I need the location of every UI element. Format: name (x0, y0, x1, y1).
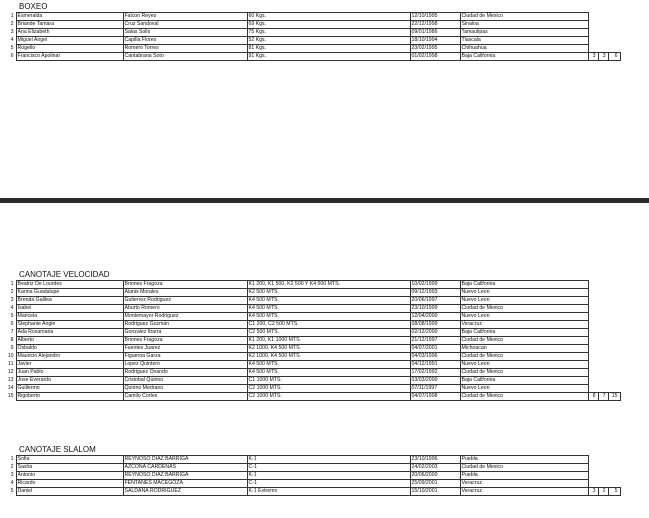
spacer-cell (588, 369, 598, 377)
table-row (3, 329, 620, 337)
category-cell: K4 500 MTS. (247, 305, 410, 313)
last-name-cell: FENTANES MACEGOZA (123, 480, 247, 488)
table-row (3, 37, 620, 45)
spacer-cell (608, 29, 620, 37)
category-cell: K2 1000, K4 500 MTS. (247, 345, 410, 353)
birthdate-cell: 04/03/1996 (410, 353, 460, 361)
birthdate-cell: 17/02/1992 (410, 369, 460, 377)
state-cell: Michoacan (460, 345, 588, 353)
table-row (3, 13, 620, 21)
table-row (3, 361, 620, 369)
birthdate-cell: 09/01/1986 (410, 29, 460, 37)
spacer-cell (598, 472, 608, 480)
birthdate-cell: 20/06/1997 (410, 297, 460, 305)
last-name-cell: Alanis Morales (123, 289, 247, 297)
birthdate-cell: 12/04/2000 (410, 313, 460, 321)
spacer-cell (608, 377, 620, 385)
first-name-cell: Antonio (16, 472, 123, 480)
table-row (3, 297, 620, 305)
spacer-cell (608, 456, 620, 464)
first-name-cell: Isabel (16, 305, 123, 313)
birthdate-cell: 01/02/1998 (410, 53, 460, 61)
first-name-cell: Karina Guadalupe (16, 289, 123, 297)
last-name-cell: SALDAÑA RODRIGUEZ (123, 488, 247, 496)
row-number: 5 (10, 45, 14, 52)
row-number: 14 (7, 385, 14, 392)
spacer-cell (588, 353, 598, 361)
total-cell: 6 (608, 53, 620, 61)
table-row (3, 353, 620, 361)
first-name-cell: Sasha (16, 464, 123, 472)
row-number: 1 (10, 13, 14, 20)
table-row (3, 480, 620, 488)
spacer-cell (588, 329, 598, 337)
spacer-cell (588, 345, 598, 353)
birthdate-cell: 15/10/2001 (410, 488, 460, 496)
last-name-cell: Rodriguez Ovando (123, 369, 247, 377)
state-cell: Tamaulipas (460, 29, 588, 37)
category-cell: K2 1000, K4 500 MTS. (247, 353, 410, 361)
birthdate-cell: 07/11/1997 (410, 385, 460, 393)
section-title: BOXEO (19, 2, 48, 11)
row-number: 3 (10, 297, 14, 304)
category-cell: C2 1000 MTS. (247, 393, 410, 401)
last-name-cell: Cantabrana Soto (123, 53, 247, 61)
spacer-cell (598, 313, 608, 321)
birthdate-cell: 24/02/2003 (410, 464, 460, 472)
spacer-cell (598, 281, 608, 289)
table-row (3, 281, 620, 289)
first-name-cell: Osbaldo (16, 345, 123, 353)
total-cell: 8 (588, 393, 598, 401)
spacer-cell (598, 45, 608, 53)
first-name-cell: Maricela (16, 313, 123, 321)
spacer-cell (598, 289, 608, 297)
category-cell: C2 1000 MTS. (247, 385, 410, 393)
last-name-cell: Quirino Medrano (123, 385, 247, 393)
state-cell: Ciudad de Mexico (460, 369, 588, 377)
category-cell: K2 500 MTS. (247, 289, 410, 297)
spacer-cell (598, 37, 608, 45)
last-name-cell: Gutierrez Rodriguez (123, 297, 247, 305)
total-cell: 5 (608, 488, 620, 496)
row-number: 6 (10, 53, 14, 60)
state-cell: Ciudad de Mexico (460, 393, 588, 401)
section-title: CANOTAJE SLALOM (19, 445, 96, 454)
row-number: 8 (10, 337, 14, 344)
total-cell: 3 (588, 488, 598, 496)
spacer-cell (608, 369, 620, 377)
category-cell: 75 Kgs. (247, 29, 410, 37)
state-cell: Ciudad de Mexico (460, 13, 588, 21)
birthdate-cell: 18/10/1994 (410, 37, 460, 45)
spacer-cell (608, 305, 620, 313)
roster-table (3, 280, 621, 401)
first-name-cell: Stephanie Angie (16, 321, 123, 329)
state-cell: Nuevo Leon (460, 313, 588, 321)
category-cell: K4 500 MTS. (247, 297, 410, 305)
birthdate-cell: 21/12/1997 (410, 337, 460, 345)
table-row (3, 464, 620, 472)
spacer-cell (598, 305, 608, 313)
table-row (3, 305, 620, 313)
category-cell: K1 200, K1 1000 MTS. (247, 337, 410, 345)
table-row (3, 21, 620, 29)
state-cell: Veracruz (460, 321, 588, 329)
state-cell: Puebla (460, 456, 588, 464)
category-cell: 60 Kgs. (247, 13, 410, 21)
last-name-cell: REYNOSO DIAZ BARRIGA (123, 456, 247, 464)
table-row (3, 313, 620, 321)
first-name-cell: Briande Tamara (16, 21, 123, 29)
spacer-cell (598, 353, 608, 361)
spacer-cell (598, 337, 608, 345)
row-number: 7 (10, 329, 14, 336)
birthdate-cell: 04/12/1991 (410, 361, 460, 369)
birthdate-cell: 03/03/2000 (410, 377, 460, 385)
section-title: CANOTAJE VELOCIDAD (19, 270, 110, 279)
spacer-cell (588, 13, 598, 21)
table-row (3, 345, 620, 353)
spacer-cell (588, 385, 598, 393)
row-number: 3 (10, 29, 14, 36)
state-cell: Chihuahua (460, 45, 588, 53)
row-number: 1 (10, 281, 14, 288)
row-number: 2 (10, 21, 14, 28)
spacer-cell (588, 37, 598, 45)
last-name-cell: Lopez Quintero (123, 361, 247, 369)
spacer-cell (588, 480, 598, 488)
state-cell: Nuevo Leon (460, 297, 588, 305)
spacer-cell (598, 321, 608, 329)
table-row (3, 29, 620, 37)
spacer-cell (608, 313, 620, 321)
category-cell: C2 500 MTS. (247, 329, 410, 337)
spacer-cell (588, 281, 598, 289)
first-name-cell: Francisco Apolinar (16, 53, 123, 61)
state-cell: Puebla (460, 472, 588, 480)
category-cell: C-1 (247, 480, 410, 488)
row-number: 2 (10, 289, 14, 296)
birthdate-cell: 08/08/1999 (410, 321, 460, 329)
birthdate-cell: 09/12/1993 (410, 289, 460, 297)
spacer-cell (608, 345, 620, 353)
birthdate-cell: 23/02/1995 (410, 45, 460, 53)
state-cell: Baja California (460, 377, 588, 385)
first-name-cell: Miguel Angel (16, 37, 123, 45)
spacer-cell (588, 321, 598, 329)
first-name-cell: Mauricio Alejandro (16, 353, 123, 361)
spacer-cell (588, 377, 598, 385)
birthdate-cell: 20/06/2000 (410, 472, 460, 480)
category-cell: 52 Kgs. (247, 37, 410, 45)
state-cell: Baja California (460, 329, 588, 337)
spacer-cell (598, 361, 608, 369)
total-cell: 3 (598, 53, 608, 61)
birthdate-cell: 25/09/2001 (410, 480, 460, 488)
spacer-cell (598, 377, 608, 385)
last-name-cell: AZCONA CARDENAS (123, 464, 247, 472)
state-cell: Ciudad de Mexico (460, 337, 588, 345)
total-cell: 3 (588, 53, 598, 61)
page-divider (0, 198, 649, 203)
table-row (3, 321, 620, 329)
row-number: 4 (10, 37, 14, 44)
spacer-cell (598, 297, 608, 305)
category-cell: C1 200, C2 500 MTS. (247, 321, 410, 329)
spacer-cell (588, 337, 598, 345)
category-cell: C1 1000 MTS. (247, 377, 410, 385)
first-name-cell: Esmeralda (16, 13, 123, 21)
row-number: 3 (10, 472, 14, 479)
spacer-cell (608, 480, 620, 488)
spacer-cell (588, 472, 598, 480)
first-name-cell: Guillermo (16, 385, 123, 393)
table-row (3, 456, 620, 464)
spacer-cell (598, 29, 608, 37)
row-number: 6 (10, 321, 14, 328)
table-row (3, 45, 620, 53)
spacer-cell (598, 21, 608, 29)
birthdate-cell: 04/07/1998 (410, 393, 460, 401)
spacer-cell (588, 289, 598, 297)
spacer-cell (598, 345, 608, 353)
spacer-cell (608, 13, 620, 21)
first-name-cell: Alberto (16, 337, 123, 345)
spacer-cell (588, 456, 598, 464)
first-name-cell: Rogelio (16, 45, 123, 53)
first-name-cell: Javier (16, 361, 123, 369)
spacer-cell (608, 297, 620, 305)
table-row (3, 488, 620, 496)
category-cell: 91 Kgs. (247, 53, 410, 61)
spacer-cell (588, 29, 598, 37)
table-row (3, 393, 620, 401)
state-cell: Ciudad de Mexico (460, 305, 588, 313)
state-cell: Nuevo Leon (460, 289, 588, 297)
last-name-cell: Briones Fragoza (123, 281, 247, 289)
state-cell: Nuevo Leon (460, 361, 588, 369)
spacer-cell (598, 369, 608, 377)
last-name-cell: Camilo Cortes (123, 393, 247, 401)
row-number: 10 (7, 353, 14, 360)
state-cell: Nuevo Leon (460, 385, 588, 393)
last-name-cell: Figueroa Garza (123, 353, 247, 361)
last-name-cell: Rodriguez Guzmán (123, 321, 247, 329)
first-name-cell: Rigoberto (16, 393, 123, 401)
birthdate-cell: 02/12/2000 (410, 329, 460, 337)
total-cell: 2 (598, 488, 608, 496)
spacer-cell (608, 21, 620, 29)
row-number: 12 (7, 369, 14, 376)
spacer-cell (588, 313, 598, 321)
row-number: 9 (10, 345, 14, 352)
table-row (3, 377, 620, 385)
birthdate-cell: 23/10/1999 (410, 305, 460, 313)
last-name-cell: Romero Torres (123, 45, 247, 53)
spacer-cell (608, 361, 620, 369)
total-cell: 7 (598, 393, 608, 401)
row-number: 5 (10, 488, 14, 495)
state-cell: Ciudad de Mexico (460, 464, 588, 472)
last-name-cell: Montemayor Rodriguez (123, 313, 247, 321)
birthdate-cell: 23/10/1996 (410, 456, 460, 464)
first-name-cell: Daniel (16, 488, 123, 496)
first-name-cell: Sofia (16, 456, 123, 464)
last-name-cell: Briones Fragoza (123, 337, 247, 345)
category-cell: C-1 (247, 464, 410, 472)
row-number: 15 (7, 393, 14, 400)
row-number: 4 (10, 480, 14, 487)
last-name-cell: Fuentes Juarez (123, 345, 247, 353)
birthdate-cell: 22/12/1998 (410, 21, 460, 29)
spacer-cell (588, 297, 598, 305)
first-name-cell: Ricardo (16, 480, 123, 488)
state-cell: Tlaxcala (460, 37, 588, 45)
row-number: 2 (10, 464, 14, 471)
table-row (3, 385, 620, 393)
state-cell: Ciudad de Mexico (460, 353, 588, 361)
spacer-cell (608, 329, 620, 337)
table-row (3, 369, 620, 377)
first-name-cell: Beatriz De Lourdes (16, 281, 123, 289)
spacer-cell (588, 464, 598, 472)
spacer-cell (598, 13, 608, 21)
birthdate-cell: 12/10/1995 (410, 13, 460, 21)
category-cell: K4 500 MTS. (247, 313, 410, 321)
roster-table (3, 455, 621, 496)
row-number: 1 (10, 456, 14, 463)
category-cell: 69 Kgs. (247, 21, 410, 29)
spacer-cell (608, 281, 620, 289)
roster-table (3, 12, 621, 61)
table-row (3, 53, 620, 61)
first-name-cell: Juan Pablo (16, 369, 123, 377)
row-number: 13 (7, 377, 14, 384)
spacer-cell (598, 329, 608, 337)
birthdate-cell: 04/07/2001 (410, 345, 460, 353)
category-cell: 81 Kgs. (247, 45, 410, 53)
state-cell: Baja California (460, 53, 588, 61)
state-cell: Veracruz (460, 488, 588, 496)
category-cell: K1 200, K1 500, K2 500 Y K4 500 MTS. (247, 281, 410, 289)
last-name-cell: Capilla Flores (123, 37, 247, 45)
spacer-cell (598, 464, 608, 472)
spacer-cell (608, 385, 620, 393)
spacer-cell (598, 456, 608, 464)
last-name-cell: Falcon Reyes (123, 13, 247, 21)
last-name-cell: Cristobal Quirino (123, 377, 247, 385)
last-name-cell: REYNOSO DIAZ BARRIGA (123, 472, 247, 480)
spacer-cell (608, 337, 620, 345)
row-number: 4 (10, 305, 14, 312)
spacer-cell (608, 37, 620, 45)
spacer-cell (598, 480, 608, 488)
category-cell: K-1 (247, 472, 410, 480)
first-name-cell: Ana Elizabeth (16, 29, 123, 37)
category-cell: K-1 (247, 456, 410, 464)
table-row (3, 289, 620, 297)
state-cell: Baja California (460, 281, 588, 289)
first-name-cell: Ada Rosamaria (16, 329, 123, 337)
table-row (3, 337, 620, 345)
birthdate-cell: 10/02/1999 (410, 281, 460, 289)
row-number: 5 (10, 313, 14, 320)
first-name-cell: Jose Everardo (16, 377, 123, 385)
category-cell: K4 500 MTS. (247, 369, 410, 377)
spacer-cell (588, 305, 598, 313)
first-name-cell: Brenda Galilea (16, 297, 123, 305)
last-name-cell: Cruz Sandoval (123, 21, 247, 29)
state-cell: Veracruz (460, 480, 588, 488)
category-cell: K4 500 MTS. (247, 361, 410, 369)
state-cell: Sinaloa (460, 21, 588, 29)
spacer-cell (608, 45, 620, 53)
row-number: 11 (8, 361, 14, 368)
last-name-cell: Aburto Romero (123, 305, 247, 313)
spacer-cell (598, 385, 608, 393)
spacer-cell (588, 45, 598, 53)
spacer-cell (588, 21, 598, 29)
total-cell: 15 (608, 393, 620, 401)
last-name-cell: Gonzalez Ibarra (123, 329, 247, 337)
spacer-cell (608, 321, 620, 329)
spacer-cell (588, 361, 598, 369)
category-cell: K-1 Extremo (247, 488, 410, 496)
last-name-cell: Salas Solis (123, 29, 247, 37)
spacer-cell (608, 464, 620, 472)
table-row (3, 472, 620, 480)
spacer-cell (608, 472, 620, 480)
spacer-cell (608, 353, 620, 361)
spacer-cell (608, 289, 620, 297)
